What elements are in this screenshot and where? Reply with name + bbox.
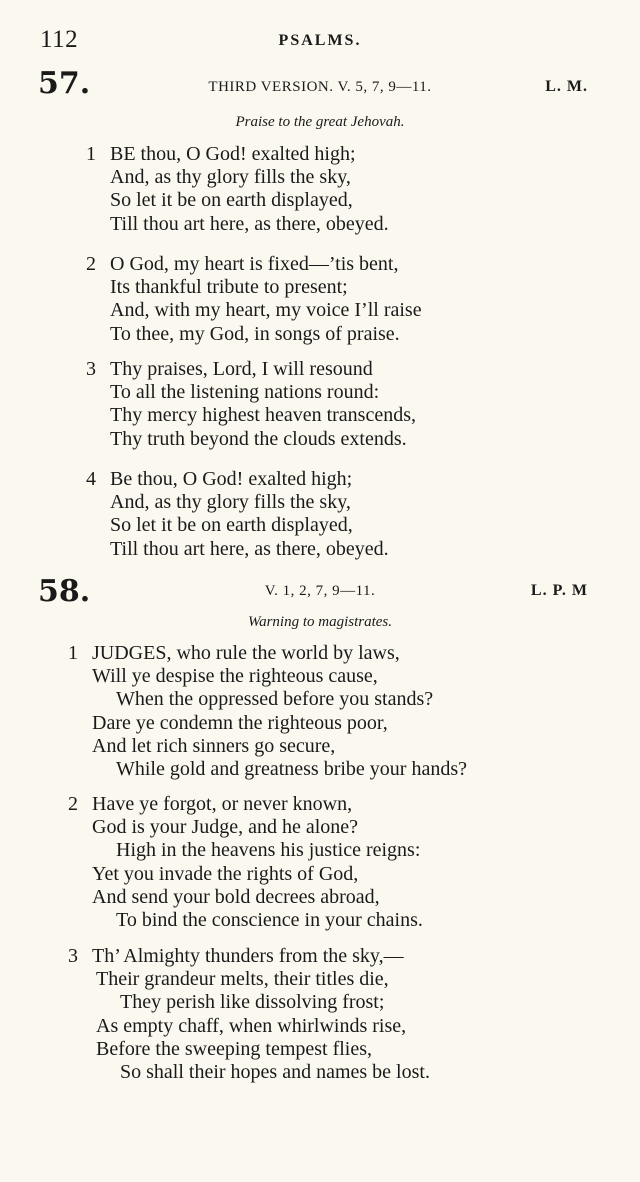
hymn-meter: L. M. — [545, 78, 588, 95]
verse-line — [0, 143, 640, 166]
verse-line — [0, 688, 640, 711]
line-text: When the oppressed before you stands? — [116, 688, 434, 711]
stanza-number: 2 — [68, 793, 78, 815]
verse-line — [0, 642, 640, 665]
line-text: Will ye despise the righteous cause, — [92, 665, 378, 688]
verse-line — [0, 276, 640, 299]
line-text: To thee, my God, in songs of praise. — [110, 322, 400, 345]
verse-line — [0, 404, 640, 427]
line-text: Th’ Almighty thunders from the sky,— — [92, 945, 404, 967]
stanza — [0, 468, 640, 561]
verse-line — [0, 968, 640, 991]
line-text: And, as thy glory fills the sky, — [110, 491, 351, 514]
line-text: Thy truth beyond the clouds extends. — [110, 427, 407, 450]
line-text: Dare ye condemn the righteous poor, — [92, 711, 388, 734]
verse-line — [0, 863, 640, 886]
stanza-number: 3 — [86, 358, 96, 380]
verse-line — [0, 538, 640, 561]
verse-line — [0, 1015, 640, 1038]
verse-line — [0, 468, 640, 491]
line-text: Yet you invade the rights of God, — [92, 862, 359, 885]
verse-line — [0, 358, 640, 381]
line-text: Till thou art here, as there, obeyed. — [110, 212, 389, 235]
line-text: Before the sweeping tempest flies, — [96, 1037, 373, 1060]
verse-line — [0, 253, 640, 276]
stanza — [0, 358, 640, 451]
verse-line — [0, 712, 640, 735]
line-text: As empty chaff, when whirlwinds rise, — [96, 1014, 407, 1037]
line-text: Have ye forgot, or never known, — [92, 793, 353, 815]
verse-line — [0, 991, 640, 1014]
line-text: O God, my heart is fixed—’tis bent, — [110, 253, 399, 275]
line-text: And, as thy glory fills the sky, — [110, 166, 351, 189]
line-text: And, with my heart, my voice I’ll raise — [110, 299, 422, 322]
line-text: Till thou art here, as there, obeyed. — [110, 537, 389, 560]
stanza-number: 4 — [86, 468, 96, 490]
stanza — [0, 253, 640, 346]
hymn-heading: THIRD VERSION. V. 5, 7, 9—11. — [208, 79, 432, 95]
verse-line — [0, 665, 640, 688]
line-text: Their grandeur melts, their titles die, — [96, 968, 389, 991]
line-text: Be thou, O God! exalted high; — [110, 468, 353, 490]
verse-line — [0, 945, 640, 968]
line-text: They perish like dissolving frost; — [120, 991, 385, 1014]
stanza — [0, 642, 640, 781]
line-text: Its thankful tribute to present; — [110, 276, 348, 299]
line-text: To all the listening nations round: — [110, 381, 380, 404]
line-text: BE thou, O God! exalted high; — [110, 143, 356, 165]
verse-line — [0, 909, 640, 932]
verse-line — [0, 1061, 640, 1084]
stanza — [0, 793, 640, 932]
hymn-meter: L. P. M — [530, 582, 588, 599]
line-text: So let it be on earth displayed, — [110, 189, 353, 212]
line-text: Thy praises, Lord, I will resound — [110, 358, 373, 380]
line-text: And let rich sinners go secure, — [92, 734, 336, 757]
line-text: So shall their hopes and names be lost. — [120, 1060, 430, 1083]
line-text: So let it be on earth displayed, — [110, 514, 353, 537]
line-text: To bind the conscience in your chains. — [116, 908, 423, 931]
verse-line — [0, 816, 640, 839]
hymn-subtitle: Praise to the great Jehovah. — [235, 114, 405, 130]
verse-line — [0, 514, 640, 537]
verse-line — [0, 1038, 640, 1061]
hymn-number: 57. — [38, 66, 91, 101]
stanza-number: 1 — [68, 642, 78, 664]
verse-line — [0, 793, 640, 816]
line-text: While gold and greatness bribe your hands? — [116, 757, 468, 780]
line-text: Thy mercy highest heaven transcends, — [110, 404, 417, 427]
line-text: High in the heavens his justice reigns: — [116, 839, 421, 862]
stanza-number: 1 — [86, 143, 96, 165]
verse-line — [0, 886, 640, 909]
verse-line — [0, 839, 640, 862]
verse-line — [0, 189, 640, 212]
hymn-subtitle: Warning to magistrates. — [247, 614, 393, 630]
verse-line — [0, 735, 640, 758]
running-head: PSALMS. — [278, 32, 362, 49]
verse-line — [0, 323, 640, 346]
verse-line — [0, 758, 640, 781]
line-text: God is your Judge, and he alone? — [92, 816, 359, 839]
verse-line — [0, 428, 640, 451]
verse-line — [0, 166, 640, 189]
stanza-number: 3 — [68, 945, 78, 967]
hymn-number: 58. — [38, 574, 91, 609]
line-text: And send your bold decrees abroad, — [92, 885, 380, 908]
verse-line — [0, 299, 640, 322]
stanza — [0, 143, 640, 236]
page-number: 112 — [40, 26, 79, 53]
verse-line — [0, 213, 640, 236]
line-text: JUDGES, who rule the world by laws, — [92, 642, 400, 664]
verse-line — [0, 381, 640, 404]
verse-line — [0, 491, 640, 514]
stanza-number: 2 — [86, 253, 96, 275]
stanza — [0, 945, 640, 1084]
hymn-heading: V. 1, 2, 7, 9—11. — [264, 583, 376, 599]
